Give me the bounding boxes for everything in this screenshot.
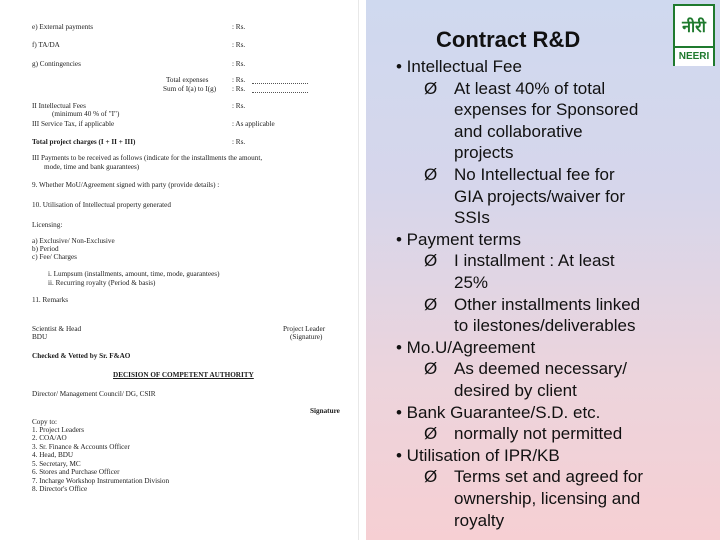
form-line: Total project charges (I + II + III) xyxy=(32,138,136,146)
form-line: III Service Tax, if applicable xyxy=(32,120,115,128)
slide-title: Contract R&D xyxy=(436,27,581,52)
sub-bullet-text: Terms set and agreed for xyxy=(454,467,643,487)
form-line: 2. COA/AO xyxy=(32,434,67,442)
sub-bullet-continuation: expenses for Sponsored xyxy=(454,100,639,120)
sub-bullet-text: At least 40% of total xyxy=(454,78,606,98)
form-line: a) Exclusive/ Non-Exclusive xyxy=(32,237,115,245)
logo-english-text: NEERI xyxy=(675,46,713,66)
form-line: g) Contingencies xyxy=(32,60,81,68)
form-line: i. Lumpsum (installments, amount, time, mode, guarantees) xyxy=(48,270,220,278)
arrow-bullet-icon: Ø xyxy=(424,359,438,379)
form-line: : Rs. xyxy=(232,60,246,68)
form-line: : Rs. xyxy=(232,23,246,31)
sub-bullet-continuation: projects xyxy=(454,143,514,163)
form-line: 10. Utilisation of Intellectual property generated xyxy=(32,201,171,209)
bullet-heading: • Utilisation of IPR/KB xyxy=(396,445,560,465)
form-line: 1. Project Leaders xyxy=(32,426,85,434)
form-line: Checked & Vetted by Sr. F&AO xyxy=(32,352,131,360)
form-line: 7. Incharge Workshop Instrumentation Division xyxy=(32,477,170,485)
form-line: Scientist & Head xyxy=(32,325,82,333)
form-line: 11. Remarks xyxy=(32,296,69,304)
sub-bullet-continuation: 25% xyxy=(454,273,489,292)
bullet-heading: • Payment terms xyxy=(396,229,521,249)
form-line: Signature xyxy=(310,407,340,415)
form-line: : As applicable xyxy=(232,120,275,128)
form-line: 5. Secretary, MC xyxy=(32,460,81,468)
bullet-heading: • Bank Guarantee/S.D. etc. xyxy=(396,402,601,422)
sub-bullet-text: As deemed necessary/ xyxy=(454,359,627,379)
sub-bullet-continuation: ownership, licensing and xyxy=(454,489,641,508)
form-line: mode, time and bank guarantees) xyxy=(44,163,140,171)
arrow-bullet-icon: Ø xyxy=(424,294,438,314)
fill-in-dotted-line xyxy=(252,92,308,93)
form-line: ii. Recurring royalty (Period & basis) xyxy=(48,279,156,287)
bullet-heading: • Intellectual Fee xyxy=(396,57,522,76)
arrow-bullet-icon: Ø xyxy=(424,467,438,487)
slide-panel xyxy=(366,0,720,540)
form-line: 4. Head, BDU xyxy=(32,451,74,459)
form-line: 6. Stores and Purchase Officer xyxy=(32,468,120,476)
form-line: (minimum 40 % of "I") xyxy=(52,110,120,118)
form-line: Total expenses xyxy=(166,76,209,84)
sub-bullet-text: I installment : At least xyxy=(454,251,615,271)
form-line: II Intellectual Fees xyxy=(32,102,86,110)
form-line: Project Leader xyxy=(283,325,326,333)
arrow-bullet-icon: Ø xyxy=(424,165,438,184)
arrow-bullet-icon: Ø xyxy=(424,251,438,271)
form-line: 8. Director's Office xyxy=(32,485,88,493)
form-line: (Signature) xyxy=(290,333,323,341)
fill-in-dotted-line xyxy=(252,83,308,84)
form-line: 9. Whether MoU/Agreement signed with party (provide details) : xyxy=(32,181,220,189)
form-line: Copy to: xyxy=(32,418,57,426)
form-line: DECISION OF COMPETENT AUTHORITY xyxy=(113,371,254,379)
sub-bullet-text: normally not permitted xyxy=(454,424,623,444)
bullet-heading: • Mo.U/Agreement xyxy=(396,337,536,357)
sub-bullet-continuation: desired by client xyxy=(454,381,577,400)
sub-bullet-continuation: royalty xyxy=(454,510,505,530)
form-line: f) TA/DA xyxy=(32,41,60,49)
form-line: : Rs. xyxy=(232,41,246,49)
sub-bullet-text: No Intellectual fee for xyxy=(454,165,615,184)
form-line: : Rs. xyxy=(232,138,246,146)
form-line: Sum of I(a) to I(g) xyxy=(163,85,217,93)
sub-bullet-continuation: SSIs xyxy=(454,208,490,228)
form-line: c) Fee/ Charges xyxy=(32,253,77,261)
form-line: BDU xyxy=(32,333,48,341)
form-line: b) Period xyxy=(32,245,59,253)
form-line: Director/ Management Council/ DG, CSIR xyxy=(32,390,156,398)
form-line: e) External payments xyxy=(32,23,94,31)
sub-bullet-continuation: and collaborative xyxy=(454,121,583,141)
arrow-bullet-icon: Ø xyxy=(424,78,438,98)
form-line: : Rs. xyxy=(232,102,246,110)
form-line: 3. Sr. Finance & Accounts Officer xyxy=(32,443,130,451)
sub-bullet-text: Other installments linked xyxy=(454,294,641,314)
form-line: Licensing: xyxy=(32,221,63,229)
form-line: : Rs. xyxy=(232,76,246,84)
neeri-logo xyxy=(673,4,715,66)
sub-bullet-continuation: GIA projects/waiver for xyxy=(454,186,626,206)
form-line: : Rs. xyxy=(232,85,246,93)
sub-bullet-continuation: to ilestones/deliverables xyxy=(454,316,636,336)
logo-hindi-text: नीरी xyxy=(682,19,706,36)
page-divider xyxy=(358,0,359,540)
arrow-bullet-icon: Ø xyxy=(424,424,438,444)
form-line: III Payments to be received as follows (indicate for the installments the amount, xyxy=(32,154,263,162)
